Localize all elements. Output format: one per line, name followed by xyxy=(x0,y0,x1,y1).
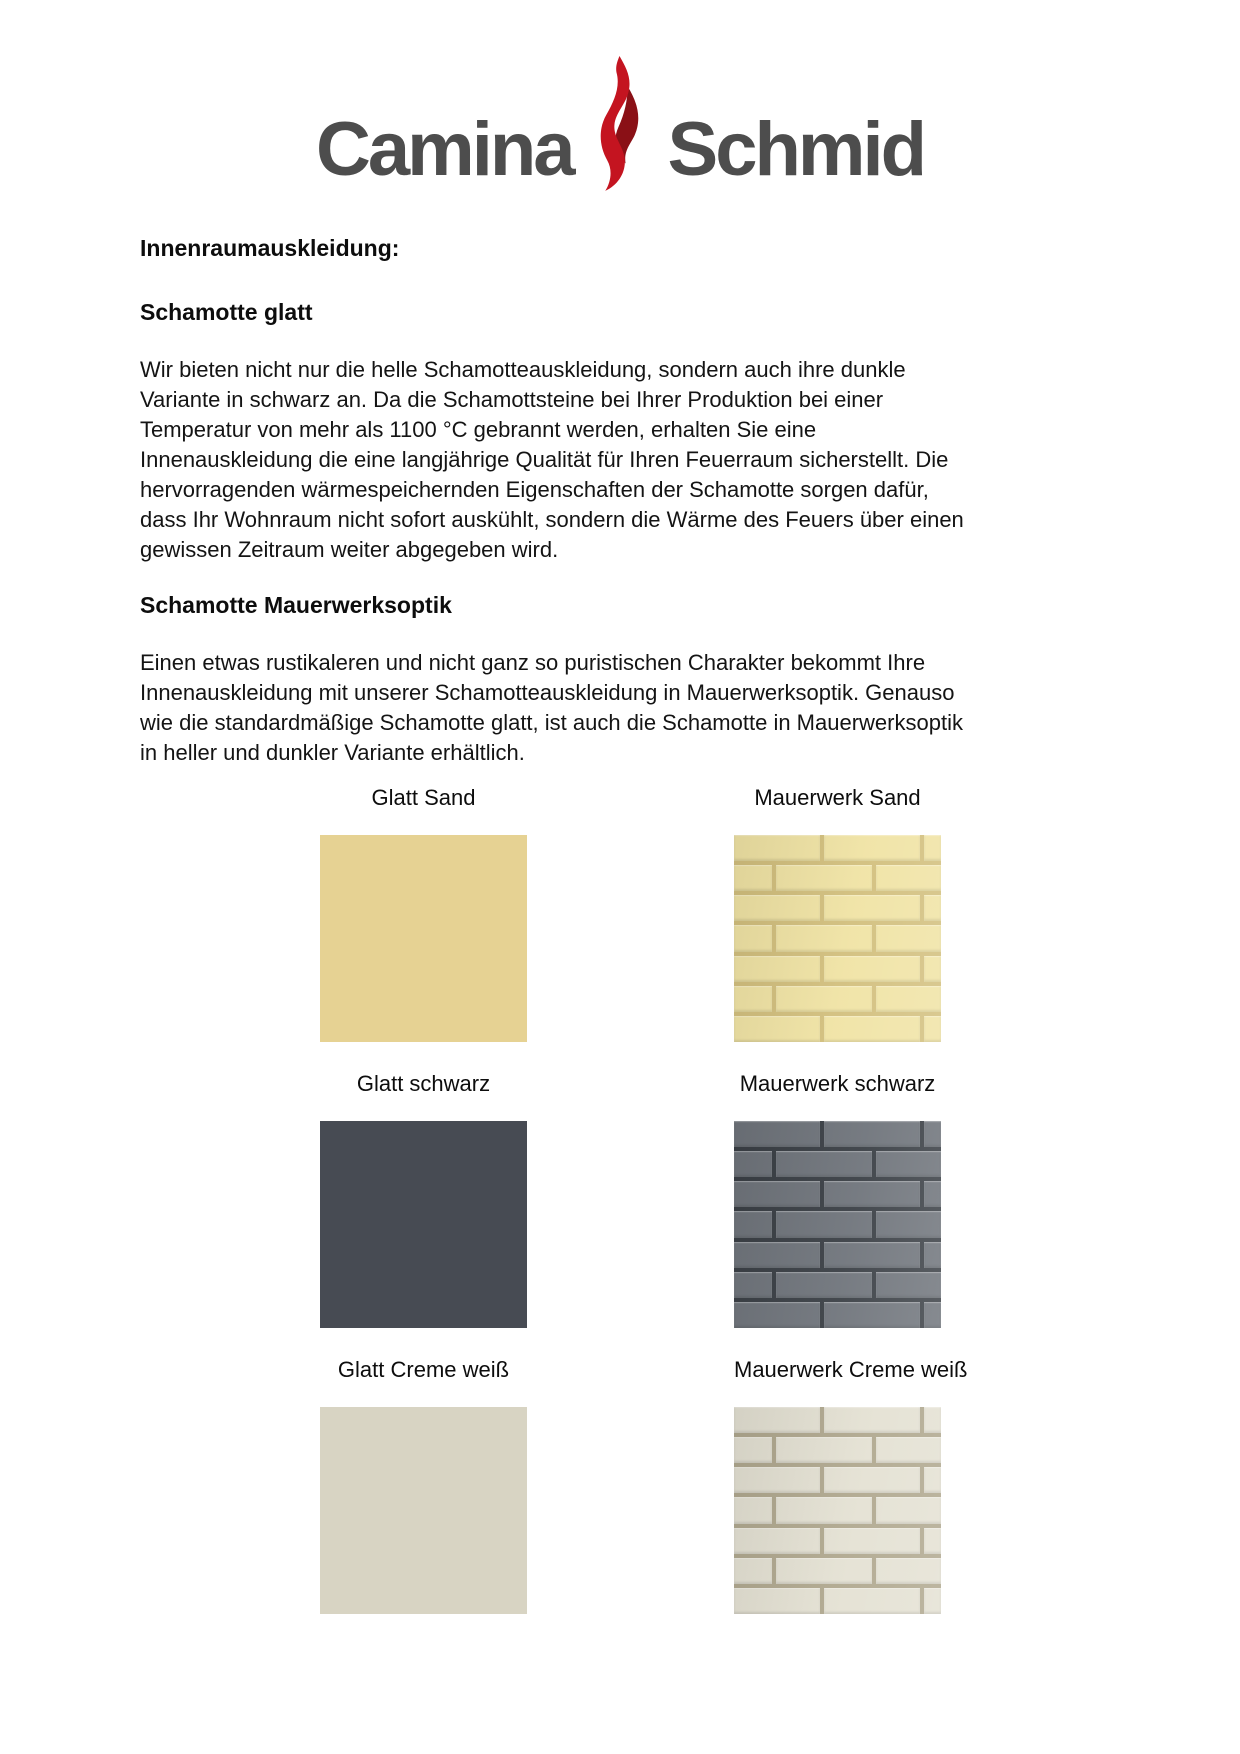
brick xyxy=(824,1242,920,1268)
brick xyxy=(824,1016,920,1042)
flame-icon xyxy=(597,56,644,198)
brick xyxy=(734,895,820,921)
brick xyxy=(924,1121,941,1147)
swatch-glatt-schwarz xyxy=(320,1121,527,1328)
swatch-glatt-sand xyxy=(320,835,527,1042)
brick-course xyxy=(734,1151,941,1177)
brick xyxy=(876,865,941,891)
swatch-glatt-creme-weiss xyxy=(320,1407,527,1614)
text-line: Wir bieten nicht nur die helle Schamotteauskleidung, sondern auch ihre dunkle xyxy=(140,357,906,382)
brick-course xyxy=(734,1437,941,1463)
brick xyxy=(734,1181,820,1207)
brick xyxy=(734,1211,772,1237)
brick xyxy=(924,1016,941,1042)
brick xyxy=(876,1211,941,1237)
brick xyxy=(824,956,920,982)
swatch-label-mauerwerk-sand: Mauerwerk Sand xyxy=(754,785,921,810)
brick xyxy=(776,1211,872,1237)
brick xyxy=(734,1302,820,1328)
swatch-cell xyxy=(734,1070,941,1328)
brick-course xyxy=(734,835,941,861)
brick-course xyxy=(734,1588,941,1614)
swatch-label-mauerwerk-schwarz: Mauerwerk schwarz xyxy=(739,1071,936,1096)
brick xyxy=(924,956,941,982)
text-line: Einen etwas rustikaleren und nicht ganz so puristischen Charakter bekommt Ihre xyxy=(140,650,926,675)
brick-course xyxy=(734,895,941,921)
brick xyxy=(776,1558,872,1584)
brick xyxy=(734,1016,820,1042)
text-line: dass Ihr Wohnraum nicht sofort auskühlt, sondern die Wärme des Feuers über einen xyxy=(140,507,964,532)
text-line: hervorragenden wärmespeichernden Eigenschaften der Schamotte sorgen dafür, xyxy=(140,477,929,502)
brick xyxy=(734,1242,820,1268)
swatch-cell xyxy=(320,1070,527,1328)
brick-course xyxy=(734,986,941,1012)
logo-text-schmid: Schmid xyxy=(667,107,925,192)
brick xyxy=(824,1121,920,1147)
brick-course xyxy=(734,1211,941,1237)
brick-course xyxy=(734,1242,941,1268)
brick xyxy=(876,1497,941,1523)
brick-course xyxy=(734,1272,941,1298)
swatch-label-glatt-creme-weiss: Glatt Creme weiß xyxy=(337,1357,510,1382)
brick xyxy=(734,1467,820,1493)
text-line: wie die standardmäßige Schamotte glatt, ist auch die Schamotte in Mauerwerksoptik xyxy=(140,710,963,735)
brick xyxy=(924,835,941,861)
swatch-cell xyxy=(734,784,941,1042)
brick xyxy=(824,835,920,861)
brick xyxy=(776,986,872,1012)
brick xyxy=(824,1528,920,1554)
brick xyxy=(824,1467,920,1493)
brick xyxy=(924,1467,941,1493)
brick xyxy=(734,835,820,861)
brick xyxy=(924,1407,941,1433)
brick-course xyxy=(734,1528,941,1554)
brick xyxy=(924,1181,941,1207)
brick xyxy=(734,1437,772,1463)
brick xyxy=(734,956,820,982)
paragraph-schamotte-mauerwerksoptik xyxy=(140,648,1115,768)
brick xyxy=(924,1588,941,1614)
content xyxy=(140,234,1115,1614)
brick xyxy=(824,1181,920,1207)
brick xyxy=(876,1272,941,1298)
brick-course xyxy=(734,1467,941,1493)
brick xyxy=(734,1407,820,1433)
brick-course xyxy=(734,1302,941,1328)
brick-course xyxy=(734,1121,941,1147)
brick xyxy=(776,1272,872,1298)
brick-course xyxy=(734,865,941,891)
brick xyxy=(776,1437,872,1463)
brick xyxy=(734,1121,820,1147)
swatch-cell xyxy=(320,784,527,1042)
brick xyxy=(876,1558,941,1584)
brick xyxy=(776,925,872,951)
brick xyxy=(876,925,941,951)
swatch-cell xyxy=(734,1356,968,1614)
swatch-cell xyxy=(320,1356,527,1614)
heading-schamotte-glatt: Schamotte glatt xyxy=(140,299,313,325)
brick xyxy=(824,895,920,921)
brick xyxy=(824,1588,920,1614)
swatch-grid xyxy=(320,784,1115,1614)
swatch-mauerwerk-creme-weiss xyxy=(734,1407,941,1614)
brick-course xyxy=(734,1181,941,1207)
heading-schamotte-mauerwerksoptik: Schamotte Mauerwerksoptik xyxy=(140,592,452,618)
swatch-label-glatt-schwarz: Glatt schwarz xyxy=(356,1071,491,1096)
brick-course xyxy=(734,925,941,951)
brick xyxy=(876,986,941,1012)
brick xyxy=(824,1302,920,1328)
brick xyxy=(776,1497,872,1523)
brick-course xyxy=(734,1558,941,1584)
brick xyxy=(734,1588,820,1614)
brick xyxy=(924,895,941,921)
text-line: Innenauskleidung die eine langjährige Qualität für Ihren Feuerraum sicherstellt. Die xyxy=(140,447,949,472)
brick-course xyxy=(734,1497,941,1523)
brick xyxy=(824,1407,920,1433)
brick xyxy=(924,1528,941,1554)
text-line: gewissen Zeitraum weiter abgegeben wird. xyxy=(140,537,559,562)
text-line: Variante in schwarz an. Da die Schamottsteine bei Ihrer Produktion bei einer xyxy=(140,387,884,412)
brick xyxy=(924,1242,941,1268)
text-line: Temperatur von mehr als 1100 °C gebrannt werden, erhalten Sie eine xyxy=(140,417,817,442)
logo xyxy=(0,0,1240,192)
brick xyxy=(734,1558,772,1584)
swatch-label-glatt-sand: Glatt Sand xyxy=(371,785,476,810)
brick xyxy=(734,1272,772,1298)
swatch-mauerwerk-sand xyxy=(734,835,941,1042)
text-line: in heller und dunkler Variante erhältlich. xyxy=(140,740,525,765)
brick xyxy=(876,1437,941,1463)
brick xyxy=(734,1151,772,1177)
logo-text-camina: Camina xyxy=(315,107,573,192)
brick xyxy=(876,1151,941,1177)
brick xyxy=(734,986,772,1012)
page-title: Innenraumauskleidung: xyxy=(140,235,400,261)
brick xyxy=(734,865,772,891)
text-line: Innenauskleidung mit unserer Schamotteauskleidung in Mauerwerksoptik. Genauso xyxy=(140,680,955,705)
brick xyxy=(734,925,772,951)
brick xyxy=(734,1528,820,1554)
brick-course xyxy=(734,1016,941,1042)
brick xyxy=(776,865,872,891)
brick xyxy=(776,1151,872,1177)
brick-course xyxy=(734,956,941,982)
brick xyxy=(924,1302,941,1328)
swatch-label-mauerwerk-creme-weiss: Mauerwerk Creme weiß xyxy=(734,1357,968,1382)
brick xyxy=(734,1497,772,1523)
paragraph-schamotte-glatt xyxy=(140,355,1115,565)
swatch-mauerwerk-schwarz xyxy=(734,1121,941,1328)
brick-course xyxy=(734,1407,941,1433)
